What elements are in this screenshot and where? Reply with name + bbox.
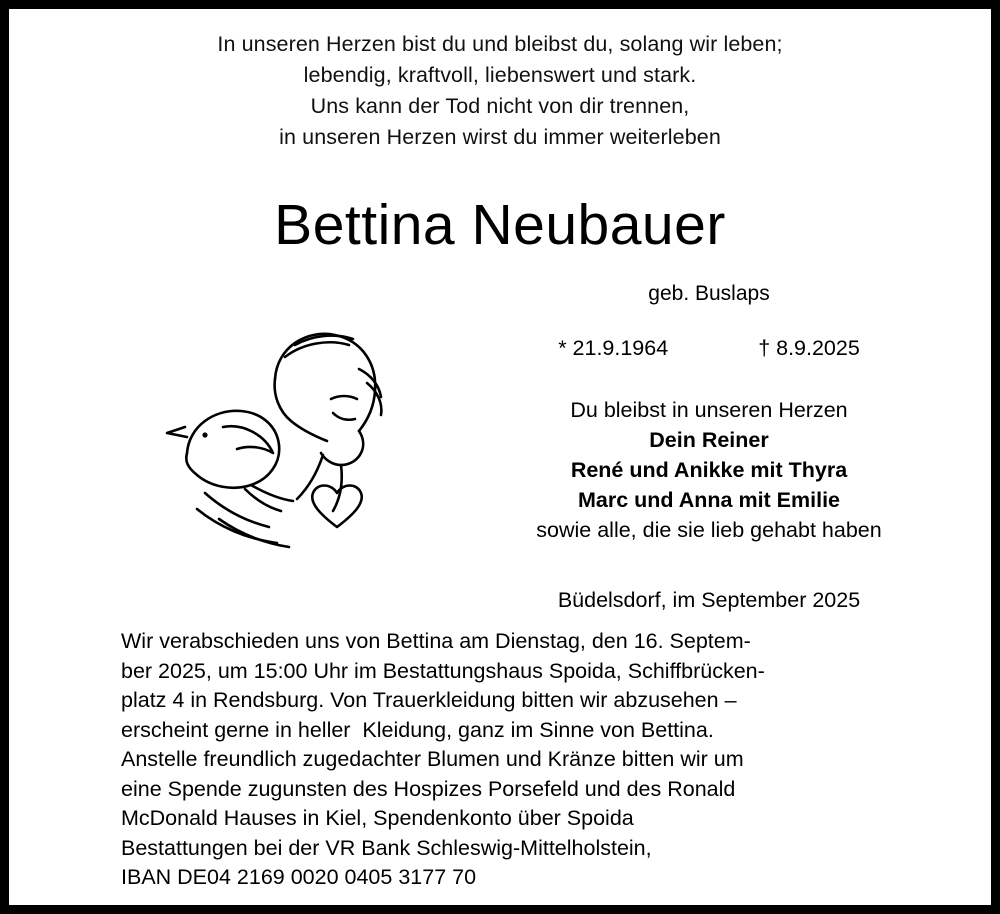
poem-line: lebendig, kraftvoll, liebenswert und stark. bbox=[303, 63, 697, 87]
angel-with-dove-and-heart-icon bbox=[127, 287, 447, 559]
death-date: † 8.9.2025 bbox=[758, 336, 860, 360]
poem-line: in unseren Herzen wirst du immer weiterleben bbox=[279, 125, 721, 149]
notice-line: erscheint gerne in heller Kleidung, ganz im Sinne von Bettina. bbox=[121, 717, 714, 742]
notice-line: platz 4 in Rendsburg. Von Trauerkleidung bitten wir abzusehen – bbox=[121, 688, 737, 712]
funeral-notice bbox=[121, 627, 967, 893]
mourner-line: Marc und Anna mit Emilie bbox=[577, 488, 841, 512]
notice-line: Wir verabschieden uns von Bettina am Dienstag, den 16. Septem- bbox=[121, 629, 751, 653]
notice-line: Anstelle freundlich zugedachter Blumen und Kränze bitten wir um bbox=[121, 747, 744, 771]
notice-line: IBAN DE04 2169 0020 0405 3177 70 bbox=[121, 865, 477, 889]
poem-line: In unseren Herzen bist du und bleibst du, solang wir leben; bbox=[217, 32, 783, 56]
notice-line: eine Spende zugunsten des Hospizes Porsefeld und des Ronald bbox=[121, 776, 736, 801]
notice-line: ber 2025, um 15:00 Uhr im Bestattungshaus Spoida, Schiffbrücken- bbox=[121, 658, 765, 683]
place-and-date: Büdelsdorf, im September 2025 bbox=[557, 588, 861, 612]
poem-line: Uns kann der Tod nicht von dir trennen, bbox=[310, 94, 690, 118]
mourner-line: Dein Reiner bbox=[649, 428, 769, 452]
farewell-line: Du bleibst in unseren Herzen bbox=[570, 398, 848, 422]
deceased-name: Bettina Neubauer bbox=[274, 193, 726, 257]
mourner-line: René und Anikke mit Thyra bbox=[570, 458, 848, 482]
life-dates bbox=[439, 335, 979, 361]
maiden-name: geb. Buslaps bbox=[648, 282, 770, 305]
details-column bbox=[439, 281, 979, 613]
notice-line: Bestattungen bei der VR Bank Schleswig-Mittelholstein, bbox=[121, 835, 652, 860]
notice-line: McDonald Hauses in Kiel, Spendenkonto über Spoida bbox=[121, 806, 634, 830]
closing-line: sowie alle, die sie lieb gehabt haben bbox=[536, 518, 882, 542]
poem-block bbox=[9, 9, 991, 153]
obituary-inner bbox=[9, 9, 991, 905]
birth-date: * 21.9.1964 bbox=[558, 336, 669, 360]
